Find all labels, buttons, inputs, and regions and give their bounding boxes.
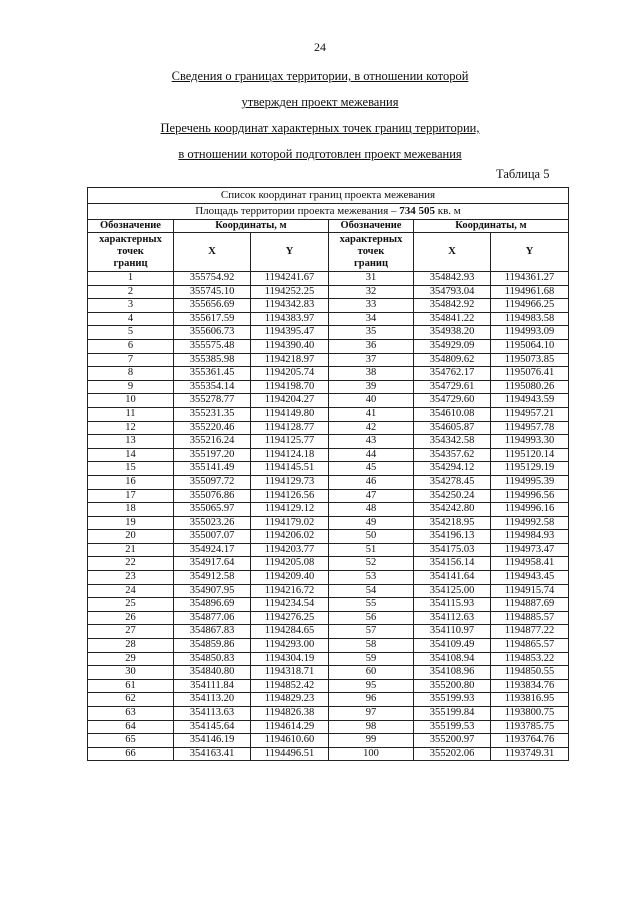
y-coordinate: 1194865.57 xyxy=(491,639,569,653)
y-coordinate: 1194993.09 xyxy=(491,326,569,340)
y-coordinate: 1194342.83 xyxy=(251,299,329,313)
point-number: 39 xyxy=(329,380,414,394)
y-coordinate: 1194614.29 xyxy=(251,720,329,734)
table-row xyxy=(88,367,569,381)
y-coordinate: 1194361.27 xyxy=(491,272,569,286)
y-coordinate: 1194996.16 xyxy=(491,503,569,517)
point-number: 62 xyxy=(88,693,174,707)
y-coordinate: 1194205.74 xyxy=(251,367,329,381)
point-number: 25 xyxy=(88,598,174,612)
x-coordinate: 355202.06 xyxy=(414,747,491,761)
y-coordinate: 1195073.85 xyxy=(491,353,569,367)
y-coordinate: 1194149.80 xyxy=(251,407,329,421)
table-row xyxy=(88,639,569,653)
heading-line-2: утвержден проект межевания xyxy=(241,95,399,109)
y-coordinate: 1194395.47 xyxy=(251,326,329,340)
point-number: 96 xyxy=(329,693,414,707)
point-number: 95 xyxy=(329,679,414,693)
y-coordinate: 1194850.55 xyxy=(491,666,569,680)
point-number: 18 xyxy=(88,503,174,517)
point-number: 13 xyxy=(88,435,174,449)
y-coordinate: 1195120.14 xyxy=(491,448,569,462)
x-coordinate: 354841.22 xyxy=(414,312,491,326)
y-coordinate: 1194293.00 xyxy=(251,639,329,653)
y-coordinate: 1194252.25 xyxy=(251,285,329,299)
x-coordinate: 355231.35 xyxy=(174,407,251,421)
table-row xyxy=(88,285,569,299)
x-coordinate: 354850.83 xyxy=(174,652,251,666)
y-coordinate: 1195129.19 xyxy=(491,462,569,476)
x-coordinate: 354929.09 xyxy=(414,339,491,353)
table-row xyxy=(88,435,569,449)
table-row xyxy=(88,584,569,598)
x-coordinate: 354924.17 xyxy=(174,543,251,557)
x-coordinate: 355606.73 xyxy=(174,326,251,340)
y-coordinate: 1194958.41 xyxy=(491,557,569,571)
point-number: 58 xyxy=(329,639,414,653)
point-number: 97 xyxy=(329,707,414,721)
col-point-header: Обозначение xyxy=(88,220,174,233)
x-coordinate: 354809.62 xyxy=(414,353,491,367)
x-coordinate: 354156.14 xyxy=(414,557,491,571)
table-row xyxy=(88,557,569,571)
y-coordinate: 1194179.02 xyxy=(251,516,329,530)
table-row xyxy=(88,571,569,585)
y-coordinate: 1194241.67 xyxy=(251,272,329,286)
y-coordinate: 1194304.19 xyxy=(251,652,329,666)
point-number: 53 xyxy=(329,571,414,585)
x-coordinate: 354729.61 xyxy=(414,380,491,394)
point-number: 31 xyxy=(329,272,414,286)
y-coordinate: 1194829.23 xyxy=(251,693,329,707)
x-coordinate: 355278.77 xyxy=(174,394,251,408)
x-coordinate: 354907.95 xyxy=(174,584,251,598)
x-coordinate: 354250.24 xyxy=(414,489,491,503)
heading-line-1: Сведения о границах территории, в отношении которой xyxy=(171,69,469,83)
table-row xyxy=(88,611,569,625)
point-number: 2 xyxy=(88,285,174,299)
y-coordinate: 1193785.75 xyxy=(491,720,569,734)
y-coordinate: 1194318.71 xyxy=(251,666,329,680)
y-coordinate: 1194209.40 xyxy=(251,571,329,585)
x-coordinate: 355656.69 xyxy=(174,299,251,313)
y-coordinate: 1194826.38 xyxy=(251,707,329,721)
point-number: 4 xyxy=(88,312,174,326)
y-coordinate: 1194961.68 xyxy=(491,285,569,299)
y-coordinate: 1194390.40 xyxy=(251,339,329,353)
table-row xyxy=(88,652,569,666)
point-number: 21 xyxy=(88,543,174,557)
y-coordinate: 1194145.51 xyxy=(251,462,329,476)
col-point-header: Обозначение xyxy=(329,220,414,233)
y-coordinate: 1194957.21 xyxy=(491,407,569,421)
point-number: 1 xyxy=(88,272,174,286)
col-coords-header: Координаты, м xyxy=(174,220,329,233)
point-number: 12 xyxy=(88,421,174,435)
point-number: 34 xyxy=(329,312,414,326)
x-coordinate: 355199.84 xyxy=(414,707,491,721)
table-row xyxy=(88,272,569,286)
point-number: 14 xyxy=(88,448,174,462)
point-number: 98 xyxy=(329,720,414,734)
point-number: 32 xyxy=(329,285,414,299)
y-coordinate: 1194943.59 xyxy=(491,394,569,408)
x-coordinate: 354938.20 xyxy=(414,326,491,340)
x-coordinate: 354175.03 xyxy=(414,543,491,557)
point-number: 24 xyxy=(88,584,174,598)
table-row xyxy=(88,625,569,639)
area-cell xyxy=(88,204,569,220)
coordinates-table xyxy=(87,187,569,761)
y-coordinate: 1194992.58 xyxy=(491,516,569,530)
heading-line-4: в отношении которой подготовлен проект межевания xyxy=(178,147,462,161)
point-number: 99 xyxy=(329,734,414,748)
point-number: 26 xyxy=(88,611,174,625)
table-row xyxy=(88,339,569,353)
y-coordinate: 1194877.22 xyxy=(491,625,569,639)
point-number: 22 xyxy=(88,557,174,571)
y-coordinate: 1194198.70 xyxy=(251,380,329,394)
x-coordinate: 354859.86 xyxy=(174,639,251,653)
x-coordinate: 355199.53 xyxy=(414,720,491,734)
table-row xyxy=(88,407,569,421)
x-coordinate: 355197.20 xyxy=(174,448,251,462)
table-row xyxy=(88,666,569,680)
col-point-header-rest: характерных точек границ xyxy=(88,233,174,272)
x-coordinate: 354842.92 xyxy=(414,299,491,313)
point-number: 8 xyxy=(88,367,174,381)
y-coordinate: 1194993.30 xyxy=(491,435,569,449)
x-coordinate: 355097.72 xyxy=(174,475,251,489)
point-number: 38 xyxy=(329,367,414,381)
x-coordinate: 354729.60 xyxy=(414,394,491,408)
x-coordinate: 354108.96 xyxy=(414,666,491,680)
x-coordinate: 355023.26 xyxy=(174,516,251,530)
point-number: 56 xyxy=(329,611,414,625)
y-coordinate: 1194276.25 xyxy=(251,611,329,625)
x-coordinate: 355200.97 xyxy=(414,734,491,748)
point-number: 65 xyxy=(88,734,174,748)
table-row xyxy=(88,503,569,517)
col-x-header: X xyxy=(174,233,251,272)
point-number: 48 xyxy=(329,503,414,517)
x-coordinate: 354342.58 xyxy=(414,435,491,449)
point-number: 50 xyxy=(329,530,414,544)
y-coordinate: 1193800.75 xyxy=(491,707,569,721)
y-coordinate: 1194128.77 xyxy=(251,421,329,435)
point-number: 5 xyxy=(88,326,174,340)
point-number: 44 xyxy=(329,448,414,462)
y-coordinate: 1193764.76 xyxy=(491,734,569,748)
x-coordinate: 354125.00 xyxy=(414,584,491,598)
y-coordinate: 1193749.31 xyxy=(491,747,569,761)
point-number: 10 xyxy=(88,394,174,408)
x-coordinate: 354896.69 xyxy=(174,598,251,612)
x-coordinate: 355354.14 xyxy=(174,380,251,394)
y-coordinate: 1193816.95 xyxy=(491,693,569,707)
x-coordinate: 354762.17 xyxy=(414,367,491,381)
table-row xyxy=(88,475,569,489)
x-coordinate: 354294.12 xyxy=(414,462,491,476)
point-number: 63 xyxy=(88,707,174,721)
y-coordinate: 1194852.42 xyxy=(251,679,329,693)
point-number: 46 xyxy=(329,475,414,489)
y-coordinate: 1195076.41 xyxy=(491,367,569,381)
y-coordinate: 1194206.02 xyxy=(251,530,329,544)
x-coordinate: 354146.19 xyxy=(174,734,251,748)
col-y-header: Y xyxy=(251,233,329,272)
point-number: 59 xyxy=(329,652,414,666)
table-row xyxy=(88,462,569,476)
table-row xyxy=(88,543,569,557)
point-number: 64 xyxy=(88,720,174,734)
x-coordinate: 354163.41 xyxy=(174,747,251,761)
table-row xyxy=(88,353,569,367)
table-row xyxy=(88,489,569,503)
col-point-header-rest: характерных точек границ xyxy=(329,233,414,272)
table-title: Список координат границ проекта межевания xyxy=(88,188,569,204)
y-coordinate: 1194203.77 xyxy=(251,543,329,557)
table-row xyxy=(88,299,569,313)
point-number: 16 xyxy=(88,475,174,489)
y-coordinate: 1194983.58 xyxy=(491,312,569,326)
y-coordinate: 1194125.77 xyxy=(251,435,329,449)
x-coordinate: 354218.95 xyxy=(414,516,491,530)
y-coordinate: 1194984.93 xyxy=(491,530,569,544)
y-coordinate: 1194943.45 xyxy=(491,571,569,585)
table-row xyxy=(88,707,569,721)
col-x-header: X xyxy=(414,233,491,272)
x-coordinate: 354113.20 xyxy=(174,693,251,707)
x-coordinate: 354242.80 xyxy=(414,503,491,517)
x-coordinate: 354110.97 xyxy=(414,625,491,639)
y-coordinate: 1194966.25 xyxy=(491,299,569,313)
y-coordinate: 1194129.73 xyxy=(251,475,329,489)
y-coordinate: 1194853.22 xyxy=(491,652,569,666)
table-row xyxy=(88,530,569,544)
table-row xyxy=(88,380,569,394)
x-coordinate: 355617.59 xyxy=(174,312,251,326)
page-number: 24 xyxy=(314,40,326,54)
table-row xyxy=(88,516,569,530)
x-coordinate: 354196.13 xyxy=(414,530,491,544)
x-coordinate: 355141.49 xyxy=(174,462,251,476)
table-row xyxy=(88,734,569,748)
table-row xyxy=(88,421,569,435)
table-row xyxy=(88,747,569,761)
point-number: 17 xyxy=(88,489,174,503)
area-prefix: Площадь территории проекта межевания – xyxy=(195,205,400,217)
point-number: 19 xyxy=(88,516,174,530)
point-number: 57 xyxy=(329,625,414,639)
table-row xyxy=(88,312,569,326)
point-number: 60 xyxy=(329,666,414,680)
x-coordinate: 355065.97 xyxy=(174,503,251,517)
area-suffix: кв. м xyxy=(435,205,461,217)
point-number: 45 xyxy=(329,462,414,476)
point-number: 52 xyxy=(329,557,414,571)
point-number: 54 xyxy=(329,584,414,598)
table-row xyxy=(88,720,569,734)
x-coordinate: 354842.93 xyxy=(414,272,491,286)
x-coordinate: 355575.48 xyxy=(174,339,251,353)
x-coordinate: 354113.63 xyxy=(174,707,251,721)
y-coordinate: 1194887.69 xyxy=(491,598,569,612)
x-coordinate: 355007.07 xyxy=(174,530,251,544)
x-coordinate: 354867.83 xyxy=(174,625,251,639)
point-number: 61 xyxy=(88,679,174,693)
point-number: 23 xyxy=(88,571,174,585)
y-coordinate: 1194885.57 xyxy=(491,611,569,625)
y-coordinate: 1194996.56 xyxy=(491,489,569,503)
point-number: 41 xyxy=(329,407,414,421)
x-coordinate: 355200.80 xyxy=(414,679,491,693)
x-coordinate: 355216.24 xyxy=(174,435,251,449)
y-coordinate: 1194129.12 xyxy=(251,503,329,517)
y-coordinate: 1194915.74 xyxy=(491,584,569,598)
y-coordinate: 1194973.47 xyxy=(491,543,569,557)
y-coordinate: 1194383.97 xyxy=(251,312,329,326)
point-number: 40 xyxy=(329,394,414,408)
point-number: 66 xyxy=(88,747,174,761)
area-value: 734 505 xyxy=(399,205,436,217)
point-number: 20 xyxy=(88,530,174,544)
point-number: 42 xyxy=(329,421,414,435)
y-coordinate: 1194126.56 xyxy=(251,489,329,503)
y-coordinate: 1194216.72 xyxy=(251,584,329,598)
y-coordinate: 1194610.60 xyxy=(251,734,329,748)
point-number: 3 xyxy=(88,299,174,313)
y-coordinate: 1194234.54 xyxy=(251,598,329,612)
point-number: 15 xyxy=(88,462,174,476)
y-coordinate: 1194995.39 xyxy=(491,475,569,489)
y-coordinate: 1194218.97 xyxy=(251,353,329,367)
x-coordinate: 355076.86 xyxy=(174,489,251,503)
x-coordinate: 354109.49 xyxy=(414,639,491,653)
x-coordinate: 355754.92 xyxy=(174,272,251,286)
point-number: 6 xyxy=(88,339,174,353)
y-coordinate: 1193834.76 xyxy=(491,679,569,693)
point-number: 100 xyxy=(329,747,414,761)
point-number: 37 xyxy=(329,353,414,367)
x-coordinate: 354912.58 xyxy=(174,571,251,585)
point-number: 49 xyxy=(329,516,414,530)
x-coordinate: 354278.45 xyxy=(414,475,491,489)
x-coordinate: 355745.10 xyxy=(174,285,251,299)
point-number: 47 xyxy=(329,489,414,503)
x-coordinate: 354115.93 xyxy=(414,598,491,612)
y-coordinate: 1195064.10 xyxy=(491,339,569,353)
y-coordinate: 1194284.65 xyxy=(251,625,329,639)
point-number: 43 xyxy=(329,435,414,449)
x-coordinate: 354840.80 xyxy=(174,666,251,680)
y-coordinate: 1195080.26 xyxy=(491,380,569,394)
table-row xyxy=(88,693,569,707)
point-number: 36 xyxy=(329,339,414,353)
table-label: Таблица 5 xyxy=(496,167,550,181)
table-row xyxy=(88,394,569,408)
point-number: 11 xyxy=(88,407,174,421)
table-row xyxy=(88,598,569,612)
x-coordinate: 354793.04 xyxy=(414,285,491,299)
point-number: 51 xyxy=(329,543,414,557)
x-coordinate: 354605.87 xyxy=(414,421,491,435)
point-number: 30 xyxy=(88,666,174,680)
point-number: 55 xyxy=(329,598,414,612)
y-coordinate: 1194124.18 xyxy=(251,448,329,462)
col-coords-header: Координаты, м xyxy=(414,220,569,233)
table-row xyxy=(88,326,569,340)
x-coordinate: 354610.08 xyxy=(414,407,491,421)
x-coordinate: 354145.64 xyxy=(174,720,251,734)
y-coordinate: 1194204.27 xyxy=(251,394,329,408)
y-coordinate: 1194205.08 xyxy=(251,557,329,571)
point-number: 33 xyxy=(329,299,414,313)
y-coordinate: 1194957.78 xyxy=(491,421,569,435)
x-coordinate: 354108.94 xyxy=(414,652,491,666)
x-coordinate: 355385.98 xyxy=(174,353,251,367)
table-row xyxy=(88,679,569,693)
heading-line-3: Перечень координат характерных точек границ территории, xyxy=(160,121,480,135)
y-coordinate: 1194496.51 xyxy=(251,747,329,761)
x-coordinate: 354357.62 xyxy=(414,448,491,462)
point-number: 9 xyxy=(88,380,174,394)
point-number: 28 xyxy=(88,639,174,653)
x-coordinate: 354141.64 xyxy=(414,571,491,585)
point-number: 7 xyxy=(88,353,174,367)
point-number: 29 xyxy=(88,652,174,666)
table-row xyxy=(88,448,569,462)
x-coordinate: 354917.64 xyxy=(174,557,251,571)
x-coordinate: 355220.46 xyxy=(174,421,251,435)
point-number: 35 xyxy=(329,326,414,340)
x-coordinate: 355361.45 xyxy=(174,367,251,381)
x-coordinate: 355199.93 xyxy=(414,693,491,707)
col-y-header: Y xyxy=(491,233,569,272)
x-coordinate: 354877.06 xyxy=(174,611,251,625)
point-number: 27 xyxy=(88,625,174,639)
x-coordinate: 354112.63 xyxy=(414,611,491,625)
x-coordinate: 354111.84 xyxy=(174,679,251,693)
